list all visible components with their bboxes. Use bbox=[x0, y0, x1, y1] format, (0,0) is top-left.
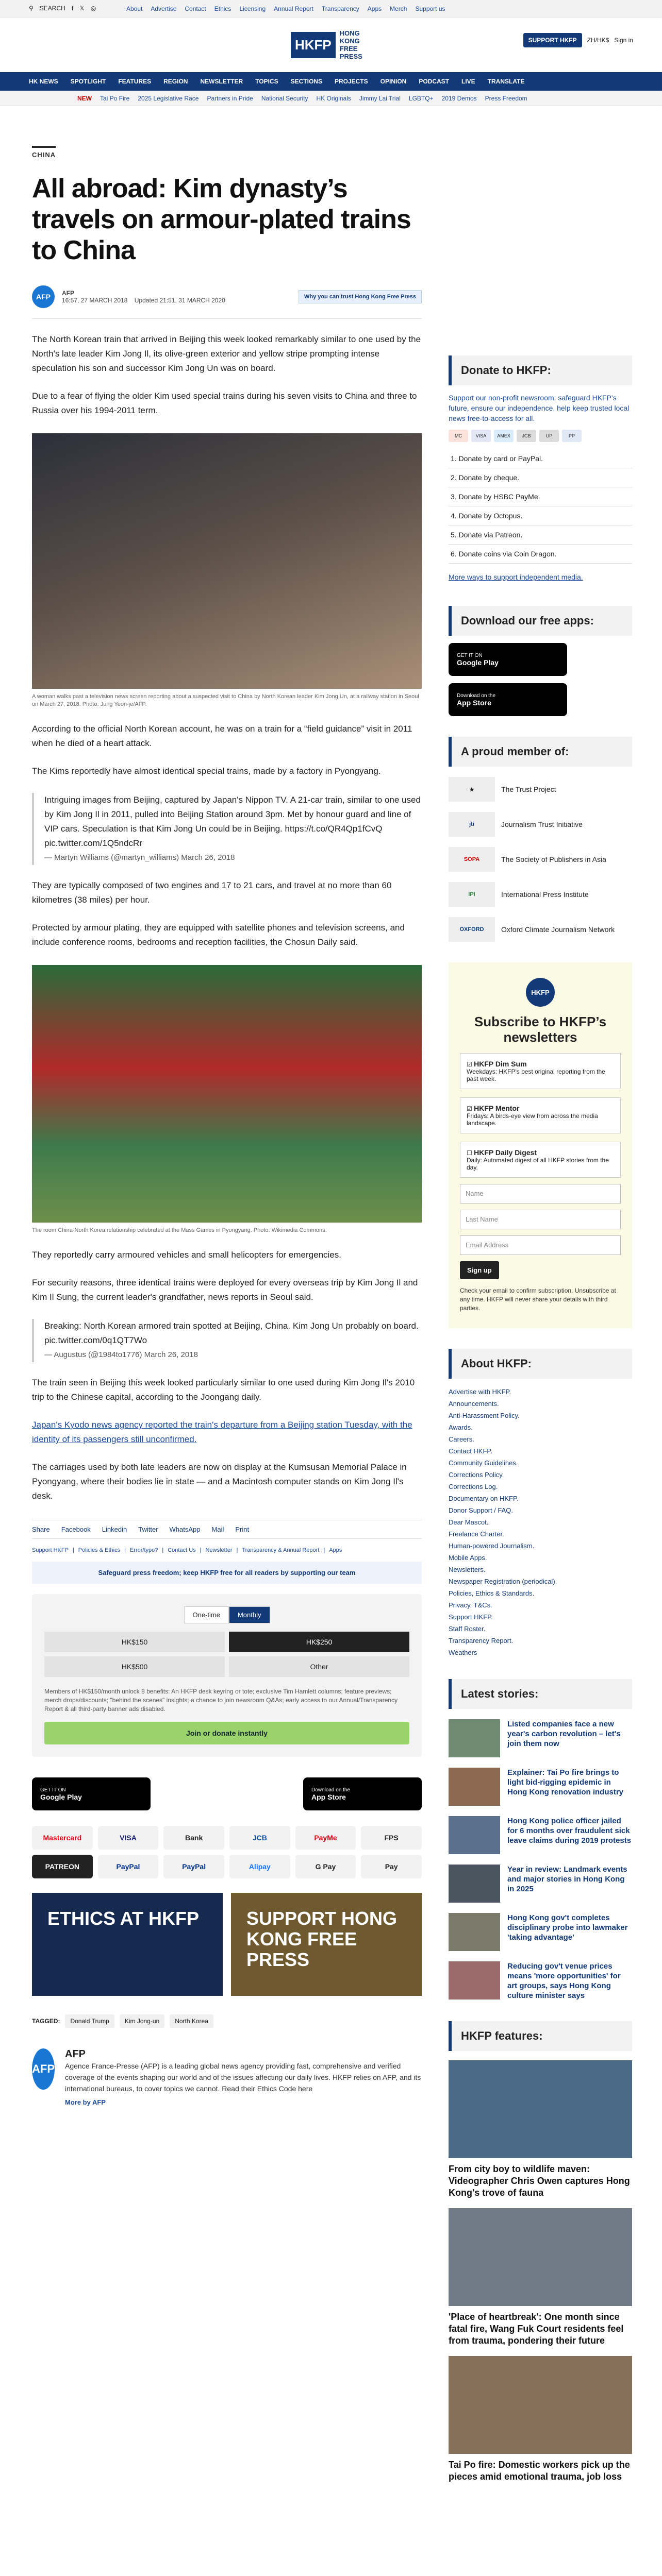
unionpay-icon: UP bbox=[539, 430, 559, 442]
paragraph: They are typically composed of two engines and 17 to 21 cars, and travel at no more than 60 kilometres (38 miles) per hour. bbox=[32, 880, 392, 905]
tweet-author[interactable]: — Augustus (@1984to1776) March 26, 2018 bbox=[44, 1350, 198, 1359]
footer-transparency[interactable]: Transparency & Annual Report bbox=[242, 1547, 320, 1553]
search-link[interactable]: SEARCH bbox=[39, 5, 65, 12]
newsletter-title: Subscribe to HKFP’s newsletters bbox=[474, 1014, 607, 1045]
photo-tv-screen bbox=[32, 433, 422, 689]
tag[interactable]: Donald Trump bbox=[65, 2014, 114, 2028]
paypal-icon: PayPal bbox=[98, 1855, 159, 1878]
footer-error[interactable]: Error/typo? bbox=[129, 1547, 158, 1553]
jti-logo: jti bbox=[449, 812, 495, 837]
tags bbox=[32, 2014, 422, 2028]
google-pay-icon: G Pay bbox=[295, 1855, 356, 1878]
trending-jimmy-lai[interactable]: Jimmy Lai Trial bbox=[359, 95, 401, 102]
jcb-icon: JCB bbox=[517, 430, 536, 442]
why-trust-link[interactable]: Why you can trust Hong Kong Free Press bbox=[299, 290, 422, 303]
about-link[interactable]: Freelance Charter. bbox=[449, 1530, 504, 1538]
newsletter-name: HKFP Daily Digest bbox=[474, 1148, 537, 1157]
share-twitter[interactable]: Twitter bbox=[138, 1526, 158, 1533]
about-link[interactable]: Transparency Report. bbox=[449, 1637, 514, 1645]
story-thumbnail bbox=[449, 1961, 500, 1999]
top-bar-left bbox=[29, 5, 96, 12]
about-link[interactable]: Contact HKFP. bbox=[449, 1447, 493, 1455]
article bbox=[32, 149, 422, 2106]
donate-banner[interactable]: Safeguard press freedom; keep HKFP free for all readers by supporting our team bbox=[32, 1562, 422, 1584]
paypal-icon: PayPal bbox=[163, 1855, 224, 1878]
about-link[interactable]: Newspaper Registration (periodical). bbox=[449, 1578, 557, 1585]
bank-icon: Bank bbox=[163, 1826, 224, 1850]
divider bbox=[32, 318, 422, 319]
story-title: Listed companies face a new year's carbon revolution – let's join them now bbox=[507, 1720, 621, 1748]
feature-title: Tai Po fire: Domestic workers pick up the pieces amid emotional trauma, job loss bbox=[449, 2460, 630, 2482]
top-link-advertise[interactable]: Advertise bbox=[151, 5, 177, 12]
hkfp-badge-icon: HKFP bbox=[526, 978, 555, 1007]
about-list bbox=[449, 1386, 632, 1658]
feature-item[interactable] bbox=[449, 2208, 632, 2347]
amex-icon: AMEX bbox=[494, 430, 514, 442]
tab-monthly[interactable]: Monthly bbox=[229, 1606, 270, 1623]
latest-stories bbox=[449, 1719, 632, 2001]
paragraph: Protected by armour plating, they are equipped with satellite phones and television screens, and include conference rooms, bedrooms and reception facilities, the Chosun Daily said. bbox=[32, 923, 405, 947]
about-link[interactable]: Newsletters. bbox=[449, 1566, 486, 1573]
latest-story[interactable] bbox=[449, 1961, 632, 2001]
trending-partners-in-pride[interactable]: Partners in Pride bbox=[207, 95, 253, 102]
donate-option-cheque[interactable]: 2. Donate by cheque. bbox=[449, 468, 632, 487]
app-store-button[interactable] bbox=[449, 683, 567, 716]
paypal-icon: PP bbox=[562, 430, 582, 442]
photo-caption: A woman walks past a television news screen reporting about a suspected visit to China by North Korean leader Kim Jong Un, at a railway station in Seoul on March 27, 2018. Photo: Jung Yeon-je/AFP. bbox=[32, 693, 419, 707]
features-list bbox=[449, 2060, 632, 2483]
amount-option[interactable]: HK$500 bbox=[44, 1656, 225, 1677]
header-actions bbox=[523, 33, 633, 47]
facebook-icon[interactable]: f bbox=[71, 5, 74, 12]
nav-sections[interactable]: SECTIONS bbox=[290, 78, 322, 85]
instagram-icon[interactable]: ◎ bbox=[90, 5, 96, 12]
email-field[interactable]: Email Address bbox=[460, 1235, 621, 1255]
support-button[interactable]: SUPPORT HKFP bbox=[523, 33, 582, 47]
feature-title: 'Place of heartbreak': One month since fatal fire, Wang Fuk Court residents feel from trauma, pondering their future bbox=[449, 2312, 624, 2346]
member-item[interactable] bbox=[449, 847, 632, 872]
tweet-author[interactable]: — Martyn Williams (@martyn_williams) March 26, 2018 bbox=[44, 853, 235, 862]
paragraph: The carriages used by both late leaders are now on display at the Kumsusan Memorial Palace in Pyongyang, where their bodies lie in state — and a Macintosh computer stands on Kim Jong Il's desk. bbox=[32, 1462, 407, 1501]
nav-region[interactable]: REGION bbox=[163, 78, 188, 85]
top-link-ethics[interactable]: Ethics bbox=[214, 5, 231, 12]
about-link[interactable]: Advertise with HKFP. bbox=[449, 1388, 511, 1396]
nav-projects[interactable]: PROJECTS bbox=[334, 78, 368, 85]
nav-translate[interactable]: TRANSLATE bbox=[487, 78, 525, 85]
logo-text: HONG KONG FREE PRESS bbox=[339, 29, 362, 60]
about-link[interactable]: Policies, Ethics & Standards. bbox=[449, 1589, 535, 1597]
top-link-annual-report[interactable]: Annual Report bbox=[274, 5, 313, 12]
newsletter-desc: Daily: Automated digest of all HKFP stories from the day. bbox=[467, 1157, 609, 1171]
apple-pay-icon: Pay bbox=[361, 1855, 422, 1878]
logo-mark: HKFP bbox=[291, 32, 336, 58]
about-link[interactable]: Donor Support / FAQ. bbox=[449, 1506, 514, 1514]
member-heading: A proud member of: bbox=[449, 737, 632, 767]
newsletter-desc: Fridays: A birds-eye view from across the media landscape. bbox=[467, 1112, 598, 1127]
app-store-button[interactable] bbox=[303, 1777, 422, 1810]
figure-mass-games bbox=[32, 965, 422, 1234]
amount-option-selected[interactable]: HK$250 bbox=[229, 1632, 409, 1652]
newsletter-name: HKFP Dim Sum bbox=[474, 1060, 527, 1068]
google-play-label: Google Play bbox=[40, 1792, 82, 1801]
author-bio: Agence France-Presse (AFP) is a leading global news agency providing fast, comprehensive and verified coverage of the events shaping our world and of the issues affecting our daily lives. HKFP relies on AFP, and its international bureaus, to cover topics we cannot. Read their Ethics Code here bbox=[65, 2062, 421, 2093]
top-link-merch[interactable]: Merch bbox=[390, 5, 407, 12]
top-link-contact[interactable]: Contact bbox=[185, 5, 206, 12]
google-play-small: GET IT ON bbox=[457, 652, 483, 658]
about-link[interactable]: Dear Mascot. bbox=[449, 1518, 489, 1526]
paragraph: The train seen in Beijing this week looked particularly similar to one used during Kim Jong Il's 2010 trip to the Chinese capital, according to the Joongang daily. bbox=[32, 1378, 415, 1402]
feature-item[interactable] bbox=[449, 2060, 632, 2199]
trending-lgbtq[interactable]: LGBTQ+ bbox=[408, 95, 434, 102]
article-category[interactable]: CHINA bbox=[32, 146, 56, 159]
latest-story[interactable] bbox=[449, 1719, 632, 1757]
story-title: Reducing gov't venue prices means 'more opportunities' for art groups, says Hong Kong culture minister says bbox=[507, 1962, 621, 2000]
sidebar bbox=[449, 355, 632, 2483]
share-linkedin[interactable]: Linkedin bbox=[102, 1526, 127, 1533]
app-store-label: App Store bbox=[311, 1792, 346, 1801]
about-link[interactable]: Privacy, T&Cs. bbox=[449, 1601, 492, 1609]
share-whatsapp[interactable]: WhatsApp bbox=[169, 1526, 201, 1533]
promo-banners bbox=[32, 1893, 422, 1996]
sign-in-link[interactable]: Sign in bbox=[614, 37, 633, 44]
latest-heading: Latest stories: bbox=[449, 1679, 632, 1709]
signup-button[interactable]: Sign up bbox=[460, 1261, 499, 1279]
top-link-about[interactable]: About bbox=[126, 5, 143, 12]
photo-caption: The room China-North Korea relationship celebrated at the Mass Games in Pyongyang. Photo: Wikimedia Commons. bbox=[32, 1227, 327, 1233]
story-title: Year in review: Landmark events and major stories in Hong Kong in 2025 bbox=[507, 1865, 627, 1893]
trending-2019-demos[interactable]: 2019 Demos bbox=[441, 95, 477, 102]
member-item[interactable] bbox=[449, 777, 632, 802]
latest-story[interactable] bbox=[449, 1768, 632, 1806]
member-name: The Society of Publishers in Asia bbox=[501, 855, 606, 863]
card-logos bbox=[449, 430, 632, 442]
share-print[interactable]: Print bbox=[235, 1526, 250, 1533]
newsletter-note: Check your email to confirm subscription. Unsubscribe at any time. HKFP will never share your details with third parties. bbox=[460, 1287, 616, 1312]
google-play-button[interactable] bbox=[449, 643, 567, 676]
member-name: Journalism Trust Initiative bbox=[501, 820, 583, 828]
trending-bar bbox=[0, 91, 662, 106]
paragraph: They reportedly carry armoured vehicles and small helicopters for emergencies. bbox=[32, 1250, 341, 1260]
donate-option-octopus[interactable]: 4. Donate by Octopus. bbox=[449, 506, 632, 526]
embedded-tweet bbox=[32, 1319, 422, 1362]
nav-podcast[interactable]: PODCAST bbox=[419, 78, 449, 85]
alipay-icon: Alipay bbox=[229, 1855, 290, 1878]
embedded-tweet bbox=[32, 793, 422, 865]
mastercard-icon: MC bbox=[449, 430, 468, 442]
trust-project-logo: ★ bbox=[449, 777, 495, 802]
footer-newsletter[interactable]: Newsletter bbox=[205, 1547, 233, 1553]
tab-one-time[interactable]: One-time bbox=[184, 1606, 229, 1623]
donate-option-payme[interactable]: 3. Donate by HSBC PayMe. bbox=[449, 487, 632, 506]
language-currency[interactable]: ZH/HK$ bbox=[587, 37, 609, 44]
google-play-label: Google Play bbox=[457, 658, 499, 667]
ipi-logo: IPI bbox=[449, 882, 495, 907]
member-name: The Trust Project bbox=[501, 785, 556, 793]
google-play-small: GET IT ON bbox=[40, 1787, 66, 1793]
story-title: Hong Kong police officer jailed for 6 months over fraudulent sick leave claims during 2019 protests bbox=[507, 1817, 632, 1845]
about-link[interactable]: Careers. bbox=[449, 1435, 474, 1443]
search-icon[interactable]: ⚲ bbox=[29, 5, 34, 12]
about-heading: About HKFP: bbox=[449, 1349, 632, 1379]
latest-story[interactable] bbox=[449, 1865, 632, 1903]
nav-live[interactable]: LIVE bbox=[461, 78, 475, 85]
top-link-transparency[interactable]: Transparency bbox=[321, 5, 359, 12]
app-badges bbox=[32, 1777, 422, 1810]
member-item[interactable] bbox=[449, 882, 632, 907]
footer-contact[interactable]: Contact Us bbox=[168, 1547, 196, 1553]
fps-icon: FPS bbox=[361, 1826, 422, 1850]
member-name: International Press Institute bbox=[501, 890, 589, 899]
member-item[interactable] bbox=[449, 812, 632, 837]
nav-topics[interactable]: TOPICS bbox=[255, 78, 278, 85]
author-box-avatar[interactable]: AFP bbox=[32, 2048, 55, 2090]
about-link[interactable]: Weathers bbox=[449, 1649, 477, 1656]
google-play-button[interactable] bbox=[32, 1777, 151, 1810]
about-link[interactable]: Corrections Log. bbox=[449, 1483, 498, 1490]
paragraph: Due to a fear of flying the older Kim used special trains during his seven visits to China and three to Russia over his 1994-2011 term. bbox=[32, 391, 417, 415]
latest-story[interactable] bbox=[449, 1816, 632, 1854]
figure-tv-screen bbox=[32, 433, 422, 708]
app-store-small: Download on the bbox=[311, 1787, 351, 1793]
tags-label: TAGGED: bbox=[32, 2018, 60, 2025]
share-facebook[interactable]: Facebook bbox=[61, 1526, 91, 1533]
about-link[interactable]: Documentary on HKFP. bbox=[449, 1495, 519, 1502]
story-title: Explainer: Tai Po fire brings to light bid-rigging epidemic in Hong Kong renovation industry bbox=[507, 1768, 623, 1797]
payme-icon: PayMe bbox=[295, 1826, 356, 1850]
support-banner[interactable]: SUPPORT HONG KONG FREE PRESS bbox=[231, 1893, 422, 1996]
paragraph: The North Korean train that arrived in Beijing this week looked remarkably similar to one used by the North's late leader Kim Jong Il, its olive-green exterior and yellow stripe prompting intense speculation his son and successor Kim Jong Un was on board. bbox=[32, 334, 421, 373]
share-bar bbox=[32, 1520, 422, 1539]
nav-newsletter[interactable]: NEWSLETTER bbox=[200, 78, 243, 85]
top-link-apps[interactable]: Apps bbox=[367, 5, 382, 12]
last-name-field[interactable]: Last Name bbox=[460, 1210, 621, 1229]
oxford-climate-logo: OXFORD bbox=[449, 917, 495, 942]
more-by-author[interactable]: More by AFP bbox=[65, 2098, 106, 2106]
feature-image bbox=[449, 2060, 632, 2158]
main-navigation bbox=[0, 72, 662, 91]
member-benefits: Members of HK$150/month unlock 8 benefits: An HKFP desk keyring or tote; exclusive Tim Hamlett columns; feature previews; merch drops/discounts; "behind the scenes" insights; a chance to join newsroom Q&As; early access to our Annual/Transparency Report & all third-party banner ads disabled. bbox=[44, 1688, 398, 1713]
nav-opinion[interactable]: OPINION bbox=[380, 78, 407, 85]
top-link-support[interactable]: Support us bbox=[415, 5, 445, 12]
donation-options bbox=[449, 449, 632, 564]
visa-icon: VISA bbox=[471, 430, 491, 442]
newsletter-signup bbox=[449, 962, 632, 1328]
about-link[interactable]: Community Guidelines. bbox=[449, 1459, 518, 1467]
author-box bbox=[32, 2048, 422, 2106]
tweet-text: Intriguing images from Beijing, captured by Japan's Nippon TV. A 21-car train, similar to one used by Kim Jong Il in 2011, pulled into Beijing Station around 3pm. Met by honour guard and line of VIP cars. Speculation is that Kim Jong Un could be in Beijing. https://t.co/QR4Qp1fCvQ pic.twitter.com/1Q5ndcRr bbox=[44, 795, 421, 848]
donate-option-patreon[interactable]: 5. Donate via Patreon. bbox=[449, 526, 632, 545]
updated-date: Updated 21:51, 31 MARCH 2020 bbox=[134, 297, 225, 304]
newsletter-option[interactable]: ☑ HKFP Dim Sum Weekdays: HKFP's best original reporting from the past week. bbox=[460, 1053, 621, 1089]
payment-methods bbox=[32, 1826, 422, 1878]
site-logo[interactable] bbox=[291, 30, 371, 60]
new-badge: NEW bbox=[77, 95, 92, 102]
story-thumbnail bbox=[449, 1913, 500, 1951]
trending-national-security[interactable]: National Security bbox=[261, 95, 308, 102]
donate-text[interactable]: Support our non-profit newsroom: safeguard HKFP’s future, ensure our independence, help keep trusted local news free-to-access for all. bbox=[449, 394, 630, 422]
ethics-banner[interactable]: ETHICS AT HKFP bbox=[32, 1893, 223, 1996]
footer-support[interactable]: Support HKFP bbox=[32, 1547, 69, 1553]
byline bbox=[32, 285, 422, 308]
app-store-label: App Store bbox=[457, 698, 491, 707]
nav-spotlight[interactable]: SPOTLIGHT bbox=[70, 78, 106, 85]
tag[interactable]: North Korea bbox=[170, 2014, 213, 2028]
sopa-logo: SOPA bbox=[449, 847, 495, 872]
feature-title: From city boy to wildlife maven: Videographer Chris Owen captures Hong Kong's trove of fauna bbox=[449, 2164, 630, 2198]
amount-other[interactable]: Other bbox=[229, 1656, 409, 1677]
newsletter-option[interactable]: ☑ HKFP Mentor Fridays: A birds-eye view from across the media landscape. bbox=[460, 1097, 621, 1133]
paragraph: According to the official North Korean account, he was on a train for a “field guidance” visit in 2011 when he died of a heart attack. bbox=[32, 724, 412, 748]
paragraph[interactable]: Japan's Kyodo news agency reported the train's departure from a Beijing station Tuesday, with the identity of its passengers still unconfirmed. bbox=[32, 1420, 412, 1444]
top-links bbox=[126, 5, 445, 12]
author-box-name[interactable]: AFP bbox=[65, 2048, 86, 2060]
apps-heading: Download our free apps: bbox=[449, 606, 632, 636]
article-footer-links: Support HKFP | Policies & Ethics | Error/typo? | Contact Us | Newsletter | Transparency & Annual Report | Apps bbox=[32, 1547, 342, 1553]
trending-press-freedom[interactable]: Press Freedom bbox=[485, 95, 527, 102]
nav-features[interactable]: FEATURES bbox=[118, 78, 152, 85]
feature-image bbox=[449, 2356, 632, 2454]
article-title: All abroad: Kim dynasty’s travels on armour-plated trains to China bbox=[32, 174, 411, 265]
more-ways-link[interactable]: More ways to support independent media. bbox=[449, 573, 583, 581]
top-bar bbox=[0, 0, 662, 18]
author-name[interactable]: AFP bbox=[62, 290, 74, 297]
paragraph: The Kims reportedly have almost identical special trains, made by a factory in Pyongyang. bbox=[32, 766, 381, 776]
patreon-icon: PATREON bbox=[32, 1855, 93, 1878]
share-label: Share bbox=[32, 1526, 50, 1533]
about-link[interactable]: Support HKFP. bbox=[449, 1613, 493, 1621]
latest-story[interactable] bbox=[449, 1913, 632, 1951]
trending-legco-race[interactable]: 2025 Legislative Race bbox=[138, 95, 199, 102]
tweet-text: Breaking: North Korean armored train spotted at Beijing, China. Kim Jong Un probably on board. pic.twitter.com/0q1QT7Wo bbox=[44, 1321, 419, 1345]
newsletter-option[interactable]: ☐ HKFP Daily Digest Daily: Automated digest of all HKFP stories from the day. bbox=[460, 1142, 621, 1178]
story-thumbnail bbox=[449, 1719, 500, 1757]
photo-mass-games bbox=[32, 965, 422, 1223]
about-link[interactable]: Announcements. bbox=[449, 1400, 499, 1408]
app-store-small: Download on the bbox=[457, 692, 496, 699]
trending-hk-originals[interactable]: HK Originals bbox=[316, 95, 351, 102]
footer-apps[interactable]: Apps bbox=[329, 1547, 342, 1553]
story-title: Hong Kong gov't completes disciplinary probe into lawmaker 'taking advantage' bbox=[507, 1913, 628, 1942]
author-avatar[interactable]: AFP bbox=[32, 285, 55, 308]
about-link[interactable]: Corrections Policy. bbox=[449, 1471, 504, 1479]
features-heading: HKFP features: bbox=[449, 2021, 632, 2051]
story-thumbnail bbox=[449, 1865, 500, 1903]
twitter-icon[interactable]: 𝕏 bbox=[79, 5, 85, 12]
about-link[interactable]: Human-powered Journalism. bbox=[449, 1542, 535, 1550]
feature-image bbox=[449, 2208, 632, 2306]
feature-item[interactable] bbox=[449, 2356, 632, 2483]
footer-policies[interactable]: Policies & Ethics bbox=[78, 1547, 121, 1553]
publish-date: 16:57, 27 MARCH 2018 bbox=[62, 297, 128, 304]
trending-tai-po-fire[interactable]: Tai Po Fire bbox=[100, 95, 130, 102]
visa-icon: VISA bbox=[98, 1826, 159, 1850]
donate-option-card[interactable]: 1. Donate by card or PayPal. bbox=[449, 449, 632, 468]
top-link-licensing[interactable]: Licensing bbox=[239, 5, 266, 12]
newsletter-desc: Weekdays: HKFP's best original reporting from the past week. bbox=[467, 1068, 605, 1082]
join-button[interactable]: Join or donate instantly bbox=[44, 1722, 409, 1744]
about-link[interactable]: Mobile Apps. bbox=[449, 1554, 487, 1562]
newsletter-name: HKFP Mentor bbox=[474, 1104, 520, 1112]
donate-option-coins[interactable]: 6. Donate coins via Coin Dragon. bbox=[449, 545, 632, 564]
mastercard-icon: Mastercard bbox=[32, 1826, 93, 1850]
story-thumbnail bbox=[449, 1816, 500, 1854]
about-link[interactable]: Staff Roster. bbox=[449, 1625, 486, 1633]
amount-option[interactable]: HK$150 bbox=[44, 1632, 225, 1652]
donation-widget bbox=[32, 1594, 422, 1757]
share-mail[interactable]: Mail bbox=[211, 1526, 224, 1533]
donate-heading: Donate to HKFP: bbox=[449, 355, 632, 385]
paragraph: For security reasons, three identical trains were deployed for every overseas trip by Kim Jong Il and Kim Il Sung, the current leader's grandfather, news reports in Seoul said. bbox=[32, 1278, 418, 1302]
name-field[interactable]: Name bbox=[460, 1184, 621, 1204]
member-item[interactable] bbox=[449, 917, 632, 942]
about-link[interactable]: Awards. bbox=[449, 1423, 473, 1431]
jcb-icon: JCB bbox=[229, 1826, 290, 1850]
member-name: Oxford Climate Journalism Network bbox=[501, 925, 615, 934]
tag[interactable]: Kim Jong-un bbox=[120, 2014, 164, 2028]
story-thumbnail bbox=[449, 1768, 500, 1806]
nav-hk-news[interactable]: HK NEWS bbox=[29, 78, 58, 85]
about-link[interactable]: Anti-Harassment Policy. bbox=[449, 1412, 520, 1419]
